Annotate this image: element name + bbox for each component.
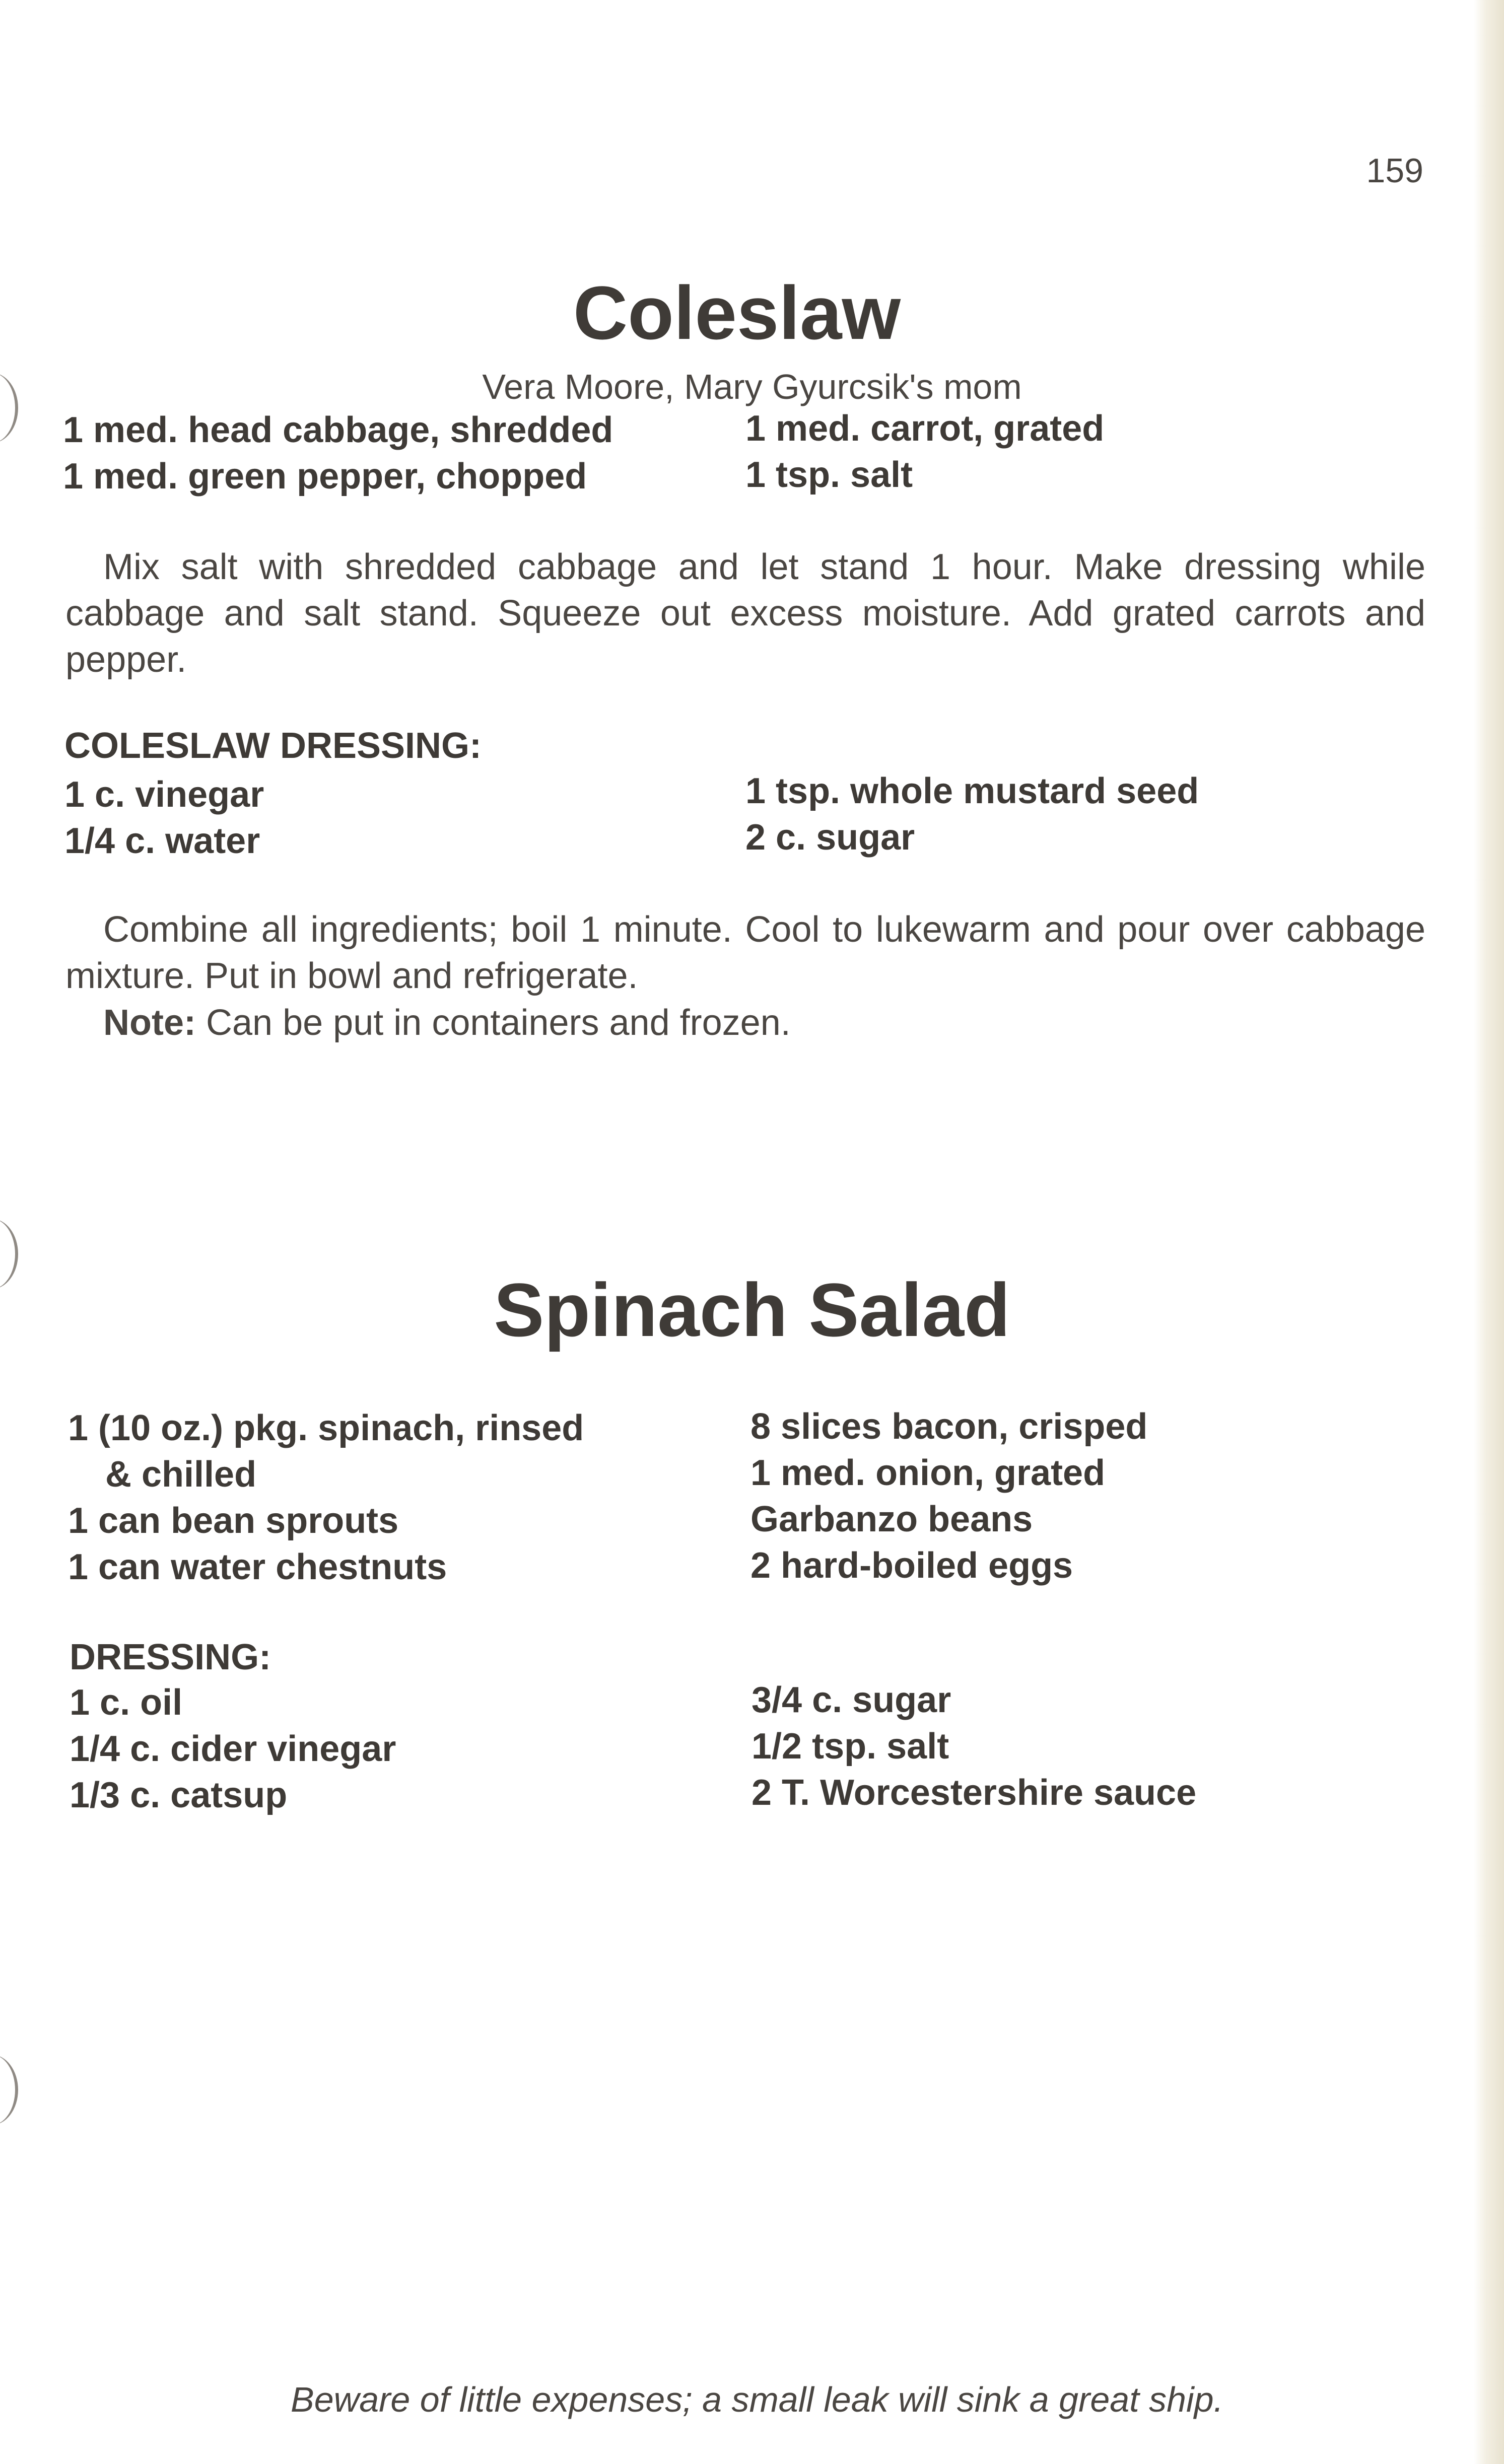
ingredient: Garbanzo beans xyxy=(750,1499,1033,1539)
ingredient: 1/4 c. water xyxy=(64,821,260,861)
ingredient: 3/4 c. sugar xyxy=(751,1680,951,1720)
page-number: 159 xyxy=(1366,152,1423,190)
coleslaw-note xyxy=(65,1000,1425,1046)
spinach-ingredients-left xyxy=(68,1405,584,1590)
coleslaw-dressing-right xyxy=(745,768,1199,861)
ingredient: 1 med. carrot, grated xyxy=(745,408,1105,449)
ingredient: 1 med. head cabbage, shredded xyxy=(63,410,613,450)
ingredient: 1 c. oil xyxy=(70,1682,183,1723)
ingredient: 1 tsp. salt xyxy=(745,455,913,495)
ingredient: 2 c. sugar xyxy=(745,817,915,858)
coleslaw-ingredients-left xyxy=(63,407,613,500)
ingredient: 1/4 c. cider vinegar xyxy=(70,1729,396,1769)
coleslaw-dressing-instructions: Combine all ingredients; boil 1 minute. Cool to lukewarm and pour over cabbage mixture. Put in bowl and refrigerate. xyxy=(65,909,1425,996)
spinach-dressing-right xyxy=(751,1677,1196,1816)
ingredient: 1 med. onion, grated xyxy=(750,1453,1106,1493)
spinach-ingredients-right xyxy=(750,1403,1147,1589)
ingredient: 1 med. green pepper, chopped xyxy=(63,456,587,497)
punch-hole-bottom xyxy=(0,2055,18,2125)
ingredient: 1 can bean sprouts xyxy=(68,1501,399,1541)
spinach-dressing-left xyxy=(70,1679,396,1818)
coleslaw-instructions: Mix salt with shredded cabbage and let stand 1 hour. Make dressing while cabbage and salt stand. Squeeze out excess moisture. Add grated carrots and pepper. xyxy=(65,547,1425,680)
ingredient: 1/2 tsp. salt xyxy=(751,1726,949,1767)
spinach-salad-title: Spinach Salad xyxy=(494,1268,1010,1352)
ingredient: 1 can water chestnuts xyxy=(68,1547,447,1587)
ingredient: 1/3 c. catsup xyxy=(70,1775,288,1815)
note-text: Can be put in containers and frozen. xyxy=(206,1003,791,1043)
coleslaw-ingredients-right xyxy=(745,405,1104,498)
spinach-dressing-label: DRESSING: xyxy=(70,1637,271,1677)
coleslaw-title: Coleslaw xyxy=(573,270,901,355)
ingredient: & chilled xyxy=(105,1454,257,1495)
note-label: Note: xyxy=(103,1003,196,1043)
ingredient: 1 (10 oz.) pkg. spinach, rinsed xyxy=(68,1408,584,1448)
ingredient: 1 tsp. whole mustard seed xyxy=(745,771,1199,811)
footer-quote: Beware of little expenses; a small leak will sink a great ship. xyxy=(291,2380,1223,2419)
coleslaw-dressing-label: COLESLAW DRESSING: xyxy=(64,726,482,766)
ingredient: 2 hard-boiled eggs xyxy=(750,1545,1073,1586)
ingredient: 2 T. Worcestershire sauce xyxy=(751,1773,1197,1813)
coleslaw-byline: Vera Moore, Mary Gyurcsik's mom xyxy=(482,367,1022,406)
ingredient: 8 slices bacon, crisped xyxy=(750,1406,1148,1447)
coleslaw-dressing-left xyxy=(64,771,264,864)
ingredient: 1 c. vinegar xyxy=(64,775,264,815)
